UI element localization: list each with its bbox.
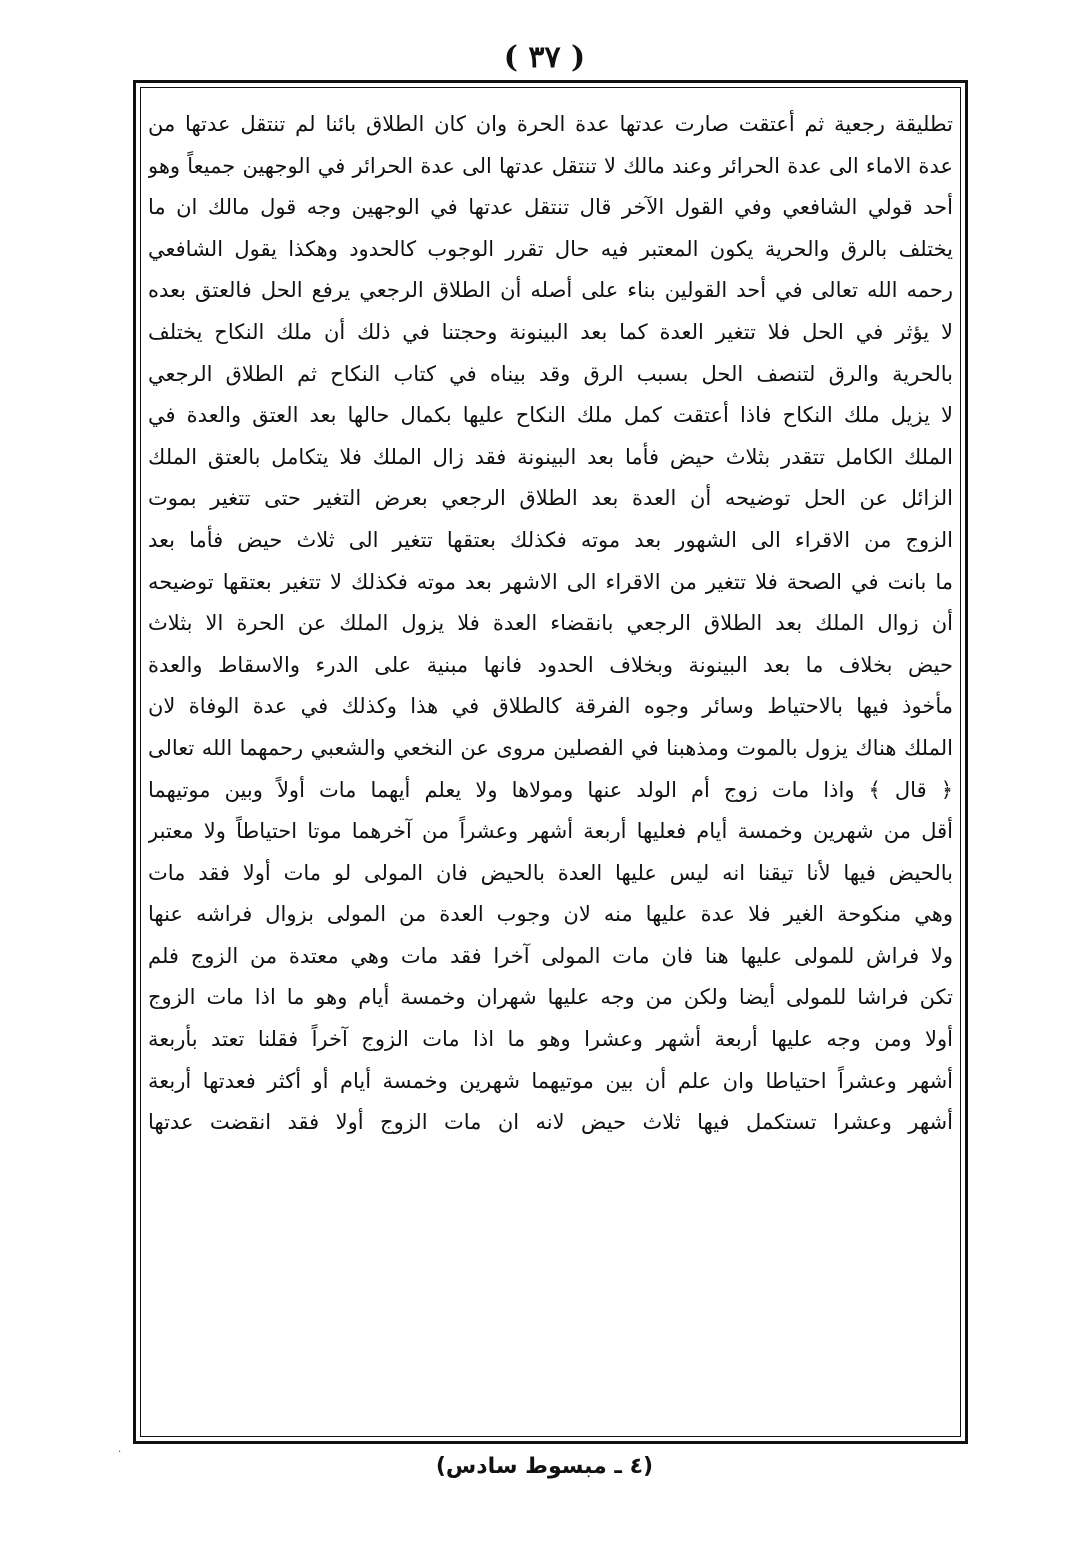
text-line: ولا فراش للمولى عليها هنا فان مات المولى آخرا فقد مات وهي معتدة من الزوج فلم (148, 943, 953, 968)
text-line: أحد قولي الشافعي وفي القول الآخر قال تنتقل عدتها في الوجهين وجه قول مالك ان ما (148, 195, 953, 220)
text-line: رحمه الله تعالى في أحد القولين بناء على أصله أن الطلاق الرجعي يرفع الحل فالعتق بعده (148, 278, 953, 303)
volume-signature: (٤ ـ مبسوط سادس) (435, 1454, 654, 1479)
text-line: الملك الكامل تتقدر بثلاث حيض فأما بعد البينونة فقد زال الملك فلا يتكامل بالعتق الملك (148, 444, 953, 469)
text-line: الملك هناك يزول بالموت ومذهبنا في الفصلين مروى عن النخعي والشعبي رحمهما الله تعالى (148, 735, 953, 760)
text-line: لا يؤثر في الحل فلا تتغير العدة كما بعد البينونة وحجتنا في ذلك أن ملك النكاح يختلف (148, 319, 953, 344)
text-line: عدة الاماء الى عدة الحرائر وعند مالك لا تنتقل عدتها الى عدة الحرائر في الوجهين جميعاً وهو (148, 153, 953, 178)
text-line: أقل من شهرين وخمسة أيام فعليها أربعة أشهر وعشراً من آخرهما موتا احتياطاً ولا معتبر (148, 819, 953, 844)
body-text (148, 104, 953, 1144)
text-line: تطليقة رجعية ثم أعتقت صارت عدتها عدة الحرة وان كان الطلاق بائنا لم تنتقل عدتها من (148, 112, 953, 136)
text-line: وهي منكوحة الغير فلا عدة عليها منه لان وجوب العدة من المولى بزوال فراشه عنها (148, 902, 953, 927)
text-line: بالحيض فيها لأنا تيقنا انه ليس عليها العدة بالحيض فان المولى لو مات أولا فقد مات (148, 860, 953, 885)
scan-speck: · (118, 1447, 122, 1458)
page-number: ( ٣٧ ) (503, 40, 586, 75)
text-line: لا يزيل ملك النكاح فاذا أعتقت كمل ملك النكاح عليها بكمال حالها بعد العتق والعدة في (148, 403, 953, 428)
text-line: الزوج من الاقراء الى الشهور بعد موته فكذلك بعتقها تتغير الى ثلاث حيض فأما بعد (148, 527, 953, 552)
text-line: حيض بخلاف ما بعد البينونة وبخلاف الحدود فانها مبنية على الدرء والاسقاط والعدة (148, 652, 953, 677)
text-line: أولا ومن وجه عليها أربعة أشهر وعشرا وهو ما اذا مات الزوج آخراً فقلنا تعتد بأربعة (148, 1027, 953, 1052)
text-line: ما بانت في الصحة فلا تتغير من الاقراء الى الاشهر بعد موته فكذلك لا تتغير بعتقها توضيحه (148, 569, 953, 594)
text-line: ﴿ قال ﴾ واذا مات زوج أم الولد عنها ومولاها ولا يعلم أيهما مات أولاً وبين موتيهما (148, 777, 953, 802)
text-line: تكن فراشا للمولى أيضا ولكن من وجه عليها شهران وخمسة أيام وهو ما اذا مات الزوج (148, 985, 953, 1010)
text-line: الزائل عن الحل توضيحه أن العدة بعد الطلاق الرجعي بعرض التغير حتى تتغير بموت (148, 486, 953, 511)
text-line: أن زوال الملك بعد الطلاق الرجعي بانقضاء العدة فلا يزول الملك عن الحرة الا بثلاث (148, 611, 953, 636)
text-line: أشهر وعشراً احتياطا وان علم أن بين موتيهما شهرين وخمسة أيام أو أكثر فعدتها أربعة (148, 1068, 953, 1093)
text-line: بالحرية والرق لتنصف الحل بسبب الرق وقد بيناه في كتاب النكاح ثم الطلاق الرجعي (148, 361, 953, 386)
text-line: يختلف بالرق والحرية يكون المعتبر فيه حال تقرر الوجوب كالحدود وهكذا يقول الشافعي (148, 236, 953, 261)
text-line: أشهر وعشرا تستكمل فيها ثلاث حيض لانه ان مات الزوج أولا فقد انقضت عدتها (148, 1110, 953, 1135)
text-line: مأخوذ فيها بالاحتياط وسائر وجوه الفرقة كالطلاق في هذا وكذلك في عدة الوفاة لان (148, 694, 953, 719)
